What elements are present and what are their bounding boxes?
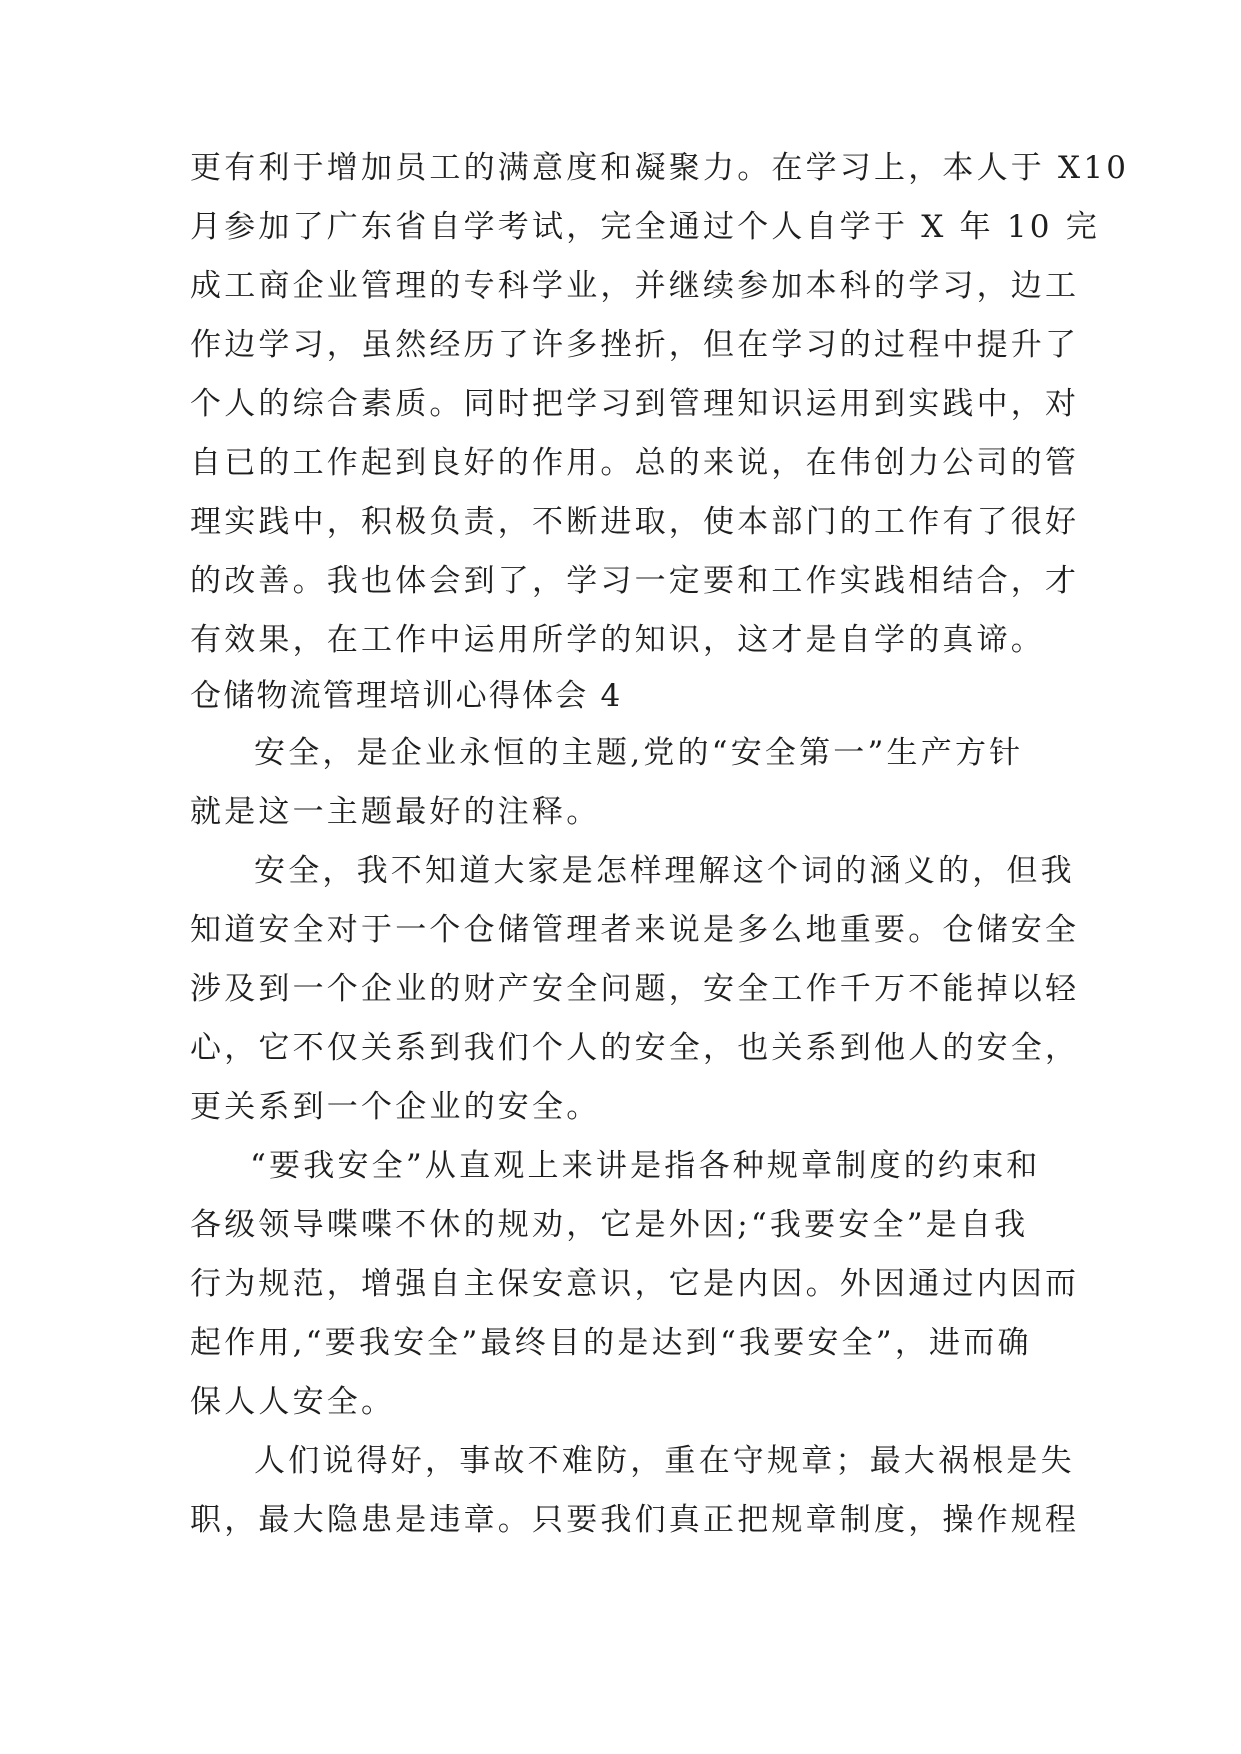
paragraph-line: 有效果，在工作中运用所学的知识，这才是自学的真谛。 (190, 622, 1045, 658)
paragraph-line: 安全，是企业永恒的主题,党的“安全第一”生产方针 (254, 735, 1024, 771)
section-heading: 仓储物流管理培训心得体会 4 (190, 678, 623, 714)
paragraph-line: 心，它不仅关系到我们个人的安全，也关系到他人的安全， (190, 1030, 1080, 1066)
paragraph-line: 更关系到一个企业的安全。 (190, 1089, 601, 1125)
paragraph-line: 更有利于增加员工的满意度和凝聚力。在学习上，本人于 X10 (190, 150, 1130, 186)
paragraph-line: 成工商企业管理的专科学业，并继续参加本科的学习，边工 (190, 268, 1080, 304)
paragraph-line: 行为规范，增强自主保安意识，它是内因。外因通过内因而 (190, 1266, 1080, 1302)
paragraph-line: 作边学习，虽然经历了许多挫折，但在学习的过程中提升了 (190, 327, 1080, 363)
paragraph-line: “要我安全”从直观上来讲是指各种规章制度的约束和 (250, 1148, 1041, 1184)
paragraph-line: 的改善。我也体会到了，学习一定要和工作实践相结合，才 (190, 563, 1080, 599)
paragraph-line: 自已的工作起到良好的作用。总的来说，在伟创力公司的管 (190, 445, 1080, 481)
paragraph-line: 月参加了广东省自学考试，完全通过个人自学于 X 年 10 完 (190, 209, 1100, 245)
paragraph-line: 安全，我不知道大家是怎样理解这个词的涵义的，但我 (254, 853, 1075, 889)
paragraph-line: 各级领导喋喋不休的规劝，它是外因;“我要安全”是自我 (190, 1207, 1029, 1243)
paragraph-line: 就是这一主题最好的注释。 (190, 794, 601, 830)
paragraph-line: 涉及到一个企业的财产安全问题，安全工作千万不能掉以轻 (190, 971, 1080, 1007)
paragraph-line: 人们说得好，事故不难防，重在守规章；最大祸根是失 (254, 1443, 1075, 1479)
paragraph-line: 保人人安全。 (190, 1384, 396, 1420)
paragraph-line: 知道安全对于一个仓储管理者来说是多么地重要。仓储安全 (190, 912, 1080, 948)
paragraph-line: 起作用,“要我安全”最终目的是达到“我要安全”，进而确 (190, 1325, 1032, 1361)
paragraph-line: 职，最大隐患是违章。只要我们真正把规章制度，操作规程 (190, 1502, 1080, 1538)
paragraph-line: 理实践中，积极负责，不断进取，使本部门的工作有了很好 (190, 504, 1080, 540)
paragraph-line: 个人的综合素质。同时把学习到管理知识运用到实践中，对 (190, 386, 1080, 422)
